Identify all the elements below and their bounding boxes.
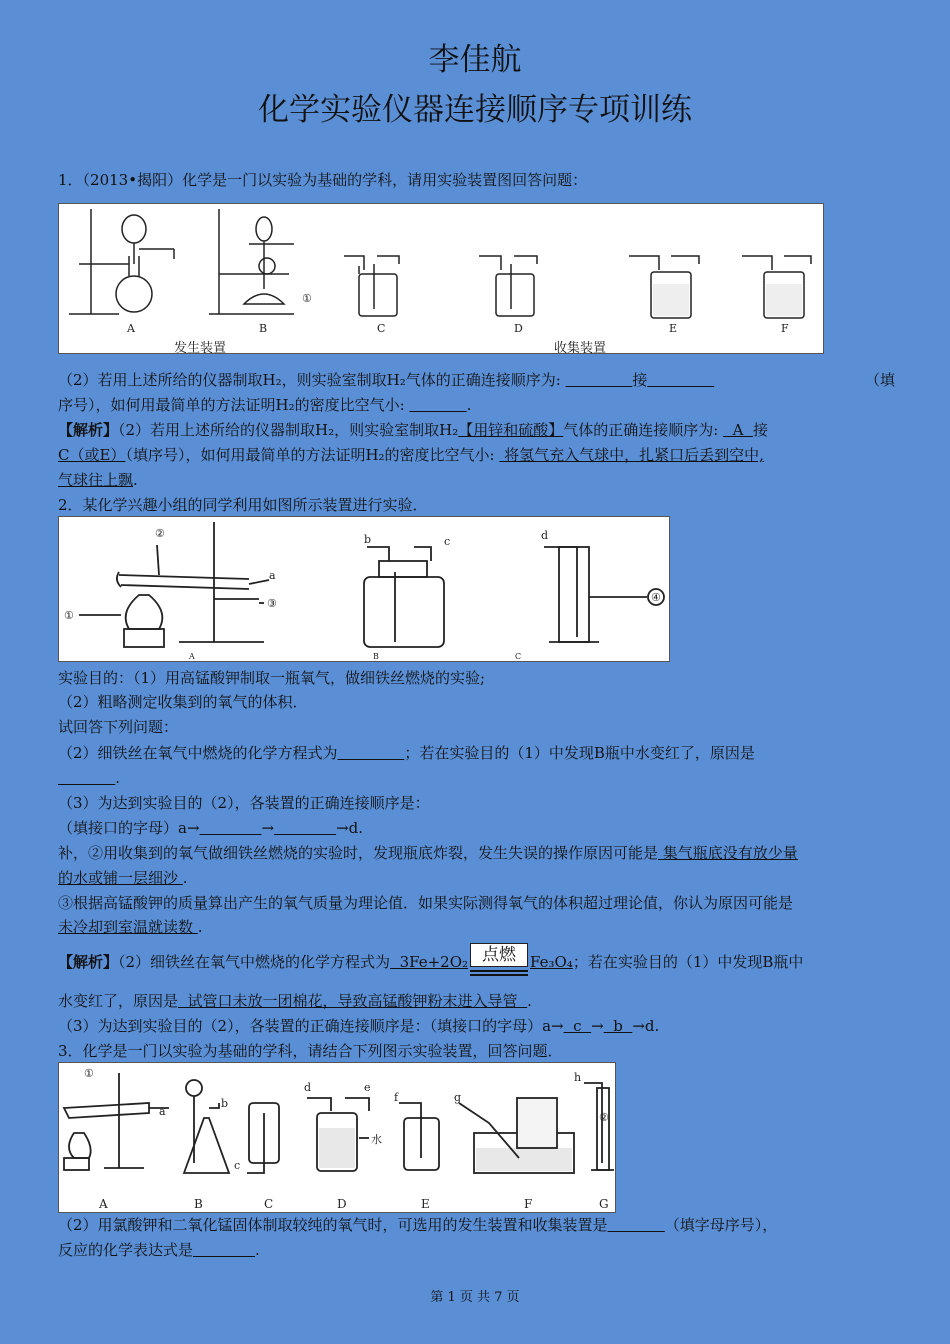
apparatus-c	[247, 1103, 279, 1173]
q2-supplement-1b: 的水或铺一层细沙 .	[58, 869, 188, 887]
svg-text:④: ④	[651, 591, 661, 604]
label-f: F	[524, 1197, 533, 1211]
label-a: A	[99, 1197, 108, 1211]
label-c: C	[264, 1197, 274, 1211]
apparatus-b-markers	[364, 533, 450, 548]
svg-text:②: ②	[155, 527, 165, 540]
apparatus-b	[209, 209, 294, 314]
q2-goal-2: （2）粗略测定收集到的氧气的体积．	[58, 693, 308, 711]
apparatus-b	[364, 547, 444, 647]
label-g: G	[599, 1197, 609, 1211]
author-name: 李佳航	[428, 42, 522, 78]
apparatus-b	[184, 1080, 229, 1173]
q3-stem: 3．化学是一门以实验为基础的学科，请结合下列图示实验装置，回答问题．	[58, 1042, 563, 1060]
q1-answer-line3: 气球往上飘.	[58, 471, 138, 489]
q2-p3-line1: （3）为达到实验目的（2），各装置的正确连接顺序是：	[58, 794, 430, 812]
apparatus-f	[459, 1098, 574, 1173]
label-b: B	[259, 322, 268, 335]
svg-text:e: e	[364, 1081, 371, 1094]
page-title: 化学实验仪器连接顺序专项训练	[258, 92, 692, 128]
q2-answer-line3: （3）为达到实验目的（2），各装置的正确连接顺序是：（填接口的字母）a→ c → b →d.	[58, 1017, 660, 1035]
caption-generator: 发生装置	[174, 341, 227, 353]
label-a: A	[127, 322, 135, 335]
q2-stem: 2．某化学兴趣小组的同学利用如图所示装置进行实验．	[58, 496, 428, 514]
svg-text:③: ③	[267, 597, 277, 610]
q2-answer-line2: 水变红了，原因是 试管口未放一团棉花，导致高锰酸钾粉末进入导管 .	[58, 992, 532, 1010]
apparatus-c-markers	[234, 1159, 240, 1172]
condition-mark: 点燃	[470, 943, 528, 983]
label-d: D	[514, 322, 523, 335]
q3-p2-line2: 反应的化学表达式是 .	[58, 1241, 260, 1259]
svg-text:①: ①	[302, 292, 312, 305]
apparatus-e	[399, 1103, 439, 1170]
svg-text:①: ①	[84, 1067, 94, 1080]
svg-text:c: c	[444, 535, 451, 548]
svg-text:②: ②	[599, 1111, 609, 1124]
label-c: C	[377, 322, 386, 335]
label-c: C	[515, 652, 522, 661]
apparatus-c	[544, 547, 664, 642]
svg-text:h: h	[574, 1071, 582, 1084]
q2-p2-line2: .	[115, 769, 120, 787]
q1-answer-line1: 【解析】（2）若用上述所给的仪器制取H₂，则实验室制取H₂【用锌和硫酸】气体的正确连接顺序为: A 接	[58, 421, 769, 439]
label-e: E	[421, 1197, 430, 1211]
q2-p3-line2: （填接口的字母）a→ → →d.	[58, 819, 364, 837]
svg-text:c: c	[234, 1159, 241, 1172]
q2-answer-line1: 【解析】（2）细铁丝在氧气中燃烧的化学方程式为 3Fe+2O₂ 点燃 Fe₃O₄；若在实验目的（1）中发现B瓶中	[58, 940, 895, 984]
marker-1	[302, 292, 312, 305]
svg-text:a: a	[159, 1105, 166, 1118]
q1-figure	[58, 203, 824, 354]
apparatus-g	[584, 1083, 614, 1170]
q2-goal-1: 实验目的：（1）用高锰酸钾制取一瓶氧气，做细铁丝燃烧的实验;	[58, 669, 486, 687]
apparatus-a-markers	[84, 1067, 166, 1118]
apparatus-g-markers	[574, 1071, 609, 1124]
svg-text:a: a	[269, 569, 276, 582]
q1-answer-line2: C（或E）（填序号），如何用最简单的方法证明H₂的密度比空气小: 将氢气充入气球中，扎紧口后丢到空中,	[58, 446, 764, 464]
q2-figure	[58, 516, 670, 662]
svg-text:f: f	[394, 1091, 399, 1104]
apparatus-b-markers	[221, 1097, 228, 1110]
apparatus-a	[79, 522, 269, 647]
apparatus-d	[307, 1098, 369, 1171]
svg-text:①: ①	[64, 609, 74, 622]
q2-supplement-2: ③根据高锰酸钾的质量算出产生的氧气质量为理论值．如果实际测得氧气的体积超过理论值，你认为原因可能是	[58, 894, 794, 912]
label-a: A	[189, 652, 195, 661]
q1-p2-line2: 序号），如何用最简单的方法证明H₂的密度比空气小: .	[58, 396, 472, 414]
apparatus-a	[69, 209, 174, 314]
svg-text:d: d	[541, 529, 549, 542]
page-footer: 第 1 页 共 7 页	[430, 1290, 520, 1305]
label-f: F	[781, 322, 789, 335]
q2-supplement-2b: 未冷却到室温就读数 .	[58, 918, 203, 936]
q3-p2-line1: （2）用氯酸钾和二氧化锰固体制取较纯的氧气时，可选用的发生装置和收集装置是 （填字母序号），	[58, 1216, 778, 1234]
label-d: D	[337, 1197, 347, 1211]
label-b: B	[194, 1197, 203, 1211]
q1-p2-line1: （2）若用上述所给的仪器制取H₂，则实验室制取H₂气体的正确连接顺序为: 接 （填	[58, 371, 895, 389]
apparatus-f-markers	[454, 1091, 461, 1104]
q3-figure	[58, 1062, 616, 1213]
svg-text:d: d	[304, 1081, 312, 1094]
label-e: E	[669, 322, 678, 335]
label-b: B	[373, 652, 379, 661]
apparatus-e-markers	[394, 1091, 399, 1104]
apparatus-a	[64, 1073, 169, 1170]
svg-text:水: 水	[371, 1133, 382, 1146]
q2-supplement-1: 补，②用收集到的氧气做细铁丝燃烧的实验时，发现瓶底炸裂，发生失误的操作原因可能是 集气瓶底没有放少量	[58, 844, 798, 862]
svg-text:b: b	[364, 533, 372, 546]
q1-stem: 1．（2013•揭阳）化学是一门以实验为基础的学科，请用实验装置图回答问题：	[58, 171, 588, 189]
q2-ask: 试回答下列问题：	[58, 718, 179, 736]
svg-text:b: b	[221, 1097, 229, 1110]
apparatus-a-markers	[64, 527, 277, 622]
q2-p2-line1: （2）细铁丝在氧气中燃烧的化学方程式为 ；若在实验目的（1）中发现B瓶中水变红了，原因是	[58, 744, 755, 762]
apparatus-cd	[344, 256, 811, 318]
svg-text:g: g	[454, 1091, 462, 1104]
caption-collector: 收集装置	[554, 341, 607, 353]
